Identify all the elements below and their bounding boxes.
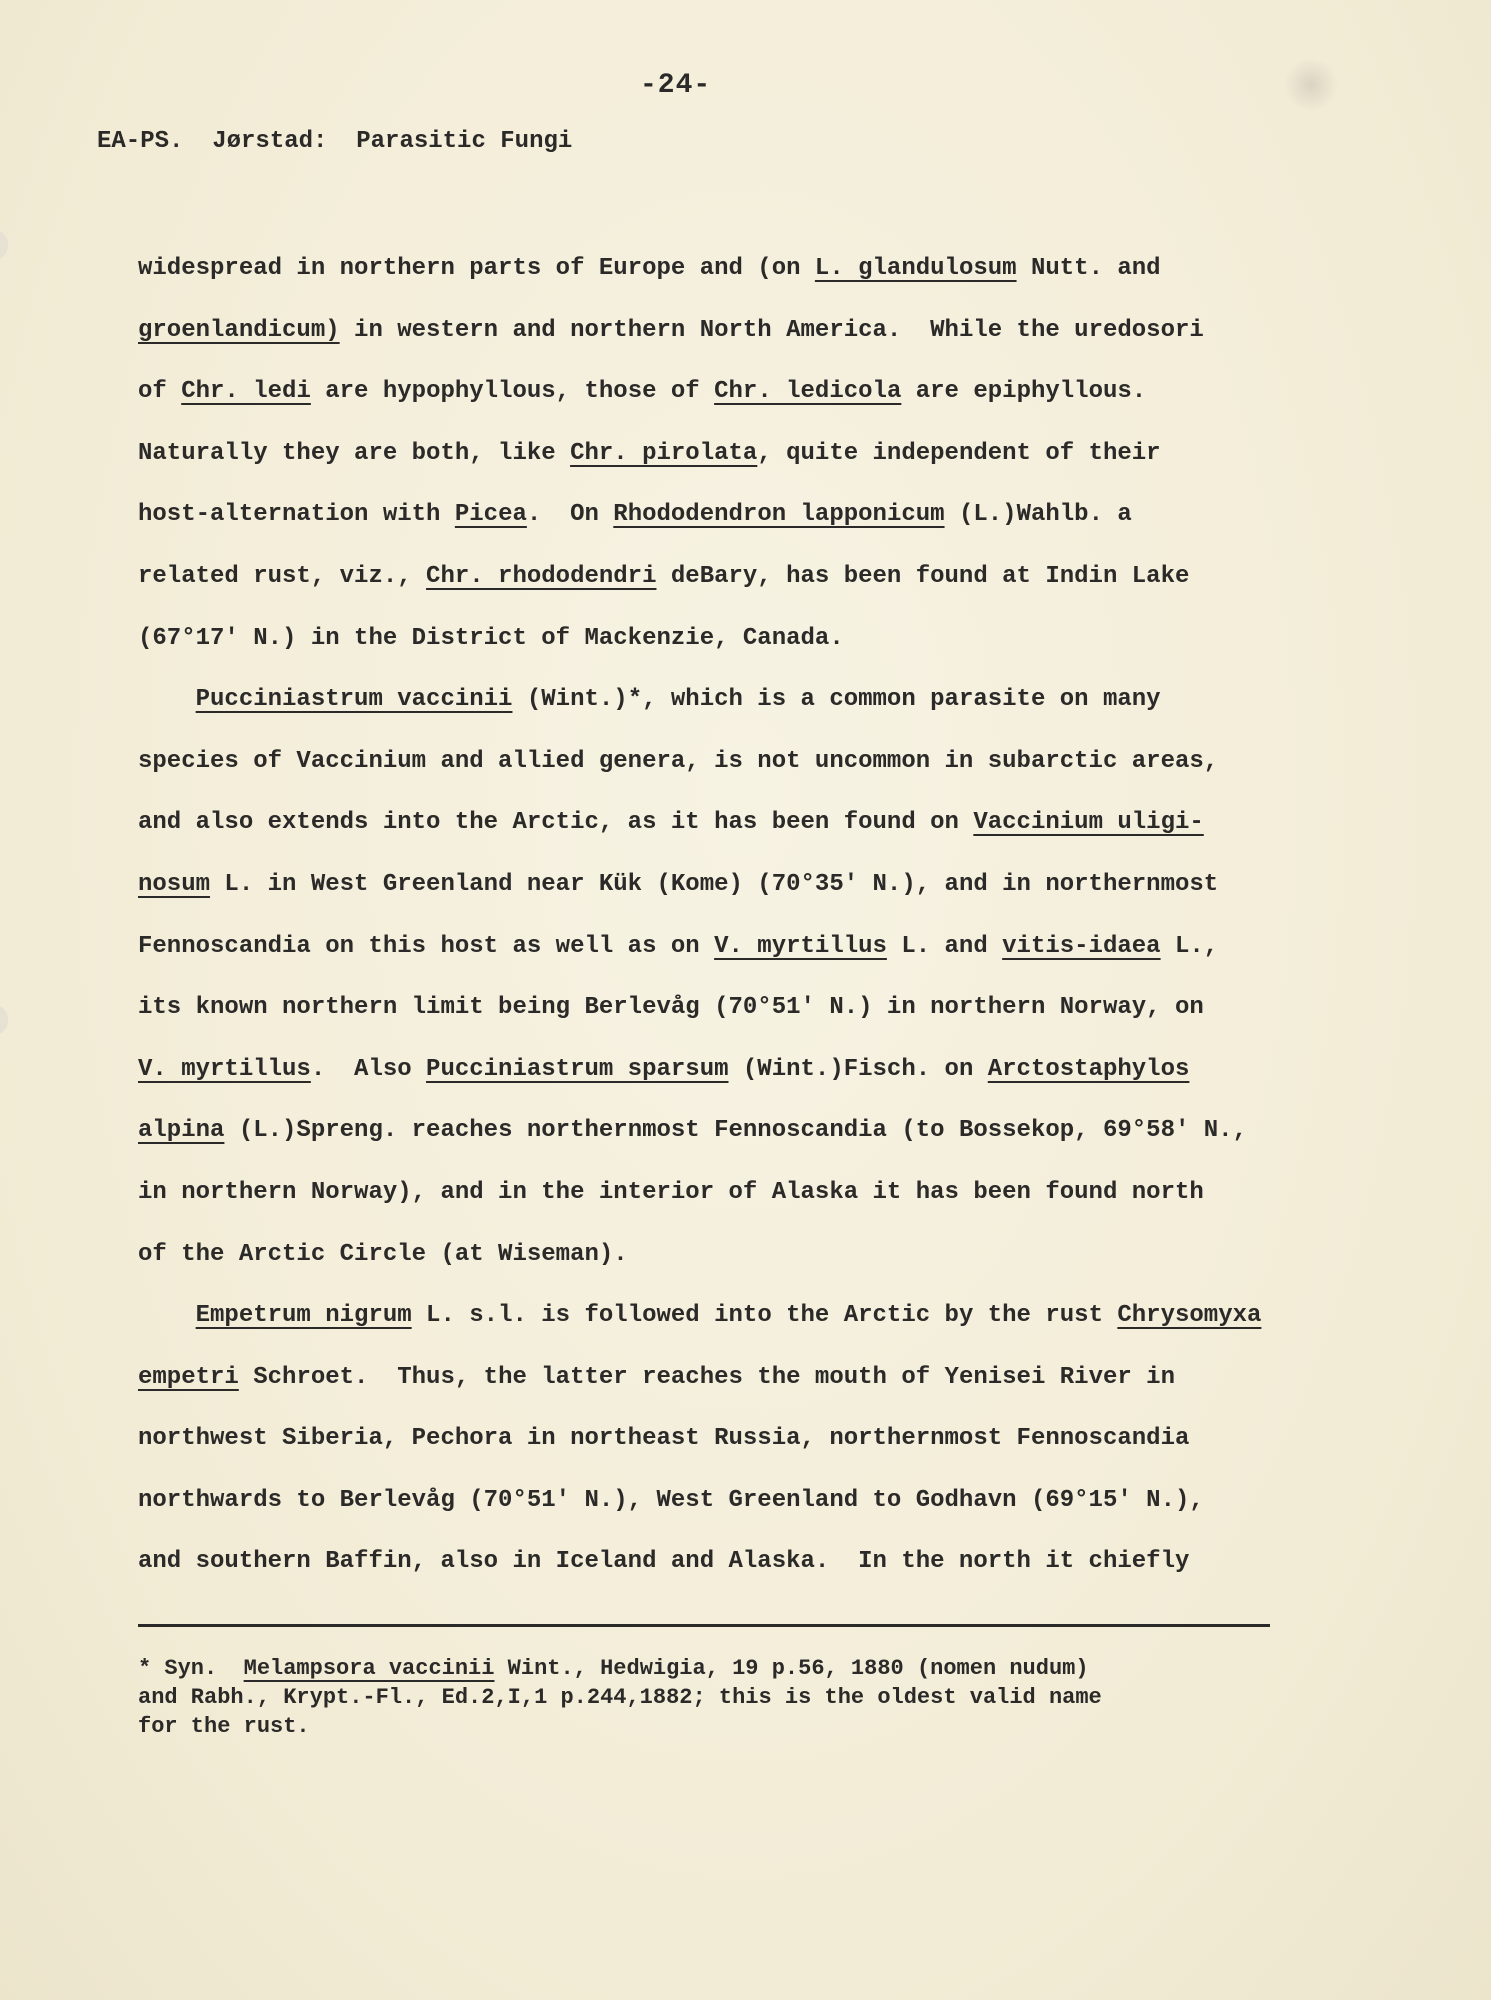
text-run: , quite independent of their bbox=[757, 439, 1161, 467]
body-line bbox=[138, 1361, 1288, 1423]
text-run: L. s.l. is followed into the Arctic by the rust bbox=[411, 1302, 1118, 1330]
body-line bbox=[138, 806, 1288, 868]
body-line bbox=[138, 314, 1288, 376]
text-run: northwest Siberia, Pechora in northeast Russia, northernmost Fennoscandia bbox=[138, 1425, 1190, 1453]
body-line bbox=[138, 745, 1288, 807]
underlined-term: groenlandicum) bbox=[138, 316, 340, 344]
underlined-term: Chr. rhododendri bbox=[426, 562, 657, 590]
text-run: and also extends into the Arctic, as it has been found on bbox=[138, 809, 974, 837]
text-run: Naturally they are both, like bbox=[138, 439, 571, 467]
text-run: L., bbox=[1160, 932, 1219, 960]
body-line bbox=[138, 375, 1288, 437]
text-run: of the Arctic Circle (at Wiseman). bbox=[138, 1240, 628, 1268]
underlined-term: alpina bbox=[138, 1117, 225, 1145]
text-run: related rust, viz., bbox=[138, 562, 427, 590]
text-run: and Rabh., Krypt.-Fl., Ed.2,I,1 p.244,1882; this is the oldest valid name bbox=[138, 1685, 1102, 1710]
text-run bbox=[138, 1302, 196, 1329]
body-line bbox=[138, 560, 1288, 622]
footnote-rule bbox=[138, 1624, 1270, 1627]
underlined-term: V. myrtillus bbox=[138, 1055, 311, 1083]
body-line bbox=[138, 252, 1288, 314]
text-run: (67°17' N.) in the District of Mackenzie, Canada. bbox=[138, 624, 844, 652]
underlined-term: Arctostaphylos bbox=[987, 1055, 1190, 1083]
text-run: for the rust. bbox=[138, 1714, 310, 1739]
underlined-term: nosum bbox=[138, 870, 211, 898]
text-run: host-alternation with bbox=[138, 501, 455, 529]
text-run: . Also bbox=[310, 1055, 427, 1083]
body-line bbox=[138, 1053, 1288, 1115]
body-line bbox=[138, 1422, 1288, 1484]
text-run: Fennoscandia on this host as well as on bbox=[138, 932, 715, 960]
body-line bbox=[138, 1299, 1288, 1361]
body-line bbox=[138, 498, 1288, 560]
underlined-term: Chr. ledi bbox=[181, 378, 311, 406]
text-run: . On bbox=[526, 501, 614, 529]
page-number: -24- bbox=[640, 70, 712, 101]
paper-smudge bbox=[1281, 60, 1341, 110]
body-line bbox=[138, 991, 1288, 1053]
underlined-term: Empetrum nigrum bbox=[195, 1302, 412, 1330]
body-line bbox=[138, 1545, 1288, 1607]
body-line bbox=[138, 622, 1288, 684]
underlined-term: L. glandulosum bbox=[814, 255, 1017, 282]
text-run: are hypophyllous, those of bbox=[310, 378, 715, 406]
body-line bbox=[138, 1484, 1288, 1546]
text-run: L. and bbox=[886, 932, 1003, 960]
body-line bbox=[138, 1176, 1288, 1238]
text-run: (L.)Spreng. reaches northernmost Fennoscandia (to Bossekop, 69°58' N., bbox=[224, 1117, 1247, 1145]
text-run: (Wint.)*, which is a common parasite on many bbox=[512, 686, 1161, 714]
text-run: L. in West Greenland near Kük (Kome) (70°35' N.), and in northernmost bbox=[210, 870, 1219, 898]
underlined-term: Picea bbox=[454, 501, 527, 529]
text-run: * Syn. bbox=[138, 1656, 244, 1681]
text-run: and southern Baffin, also in Iceland and Alaska. In the north it chiefly bbox=[138, 1548, 1190, 1576]
text-run: in western and northern North America. While the uredosori bbox=[339, 316, 1204, 344]
underlined-term: V. myrtillus bbox=[714, 932, 887, 960]
text-run: (Wint.)Fisch. on bbox=[728, 1055, 988, 1083]
underlined-term: Chrysomyxa bbox=[1117, 1302, 1262, 1330]
body-line bbox=[138, 868, 1288, 930]
text-run: Nutt. and bbox=[1016, 255, 1161, 282]
text-run: deBary, has been found at Indin Lake bbox=[656, 562, 1190, 590]
underlined-term: vitis-idaea bbox=[1002, 932, 1161, 960]
text-run: its known northern limit being Berlevåg (70°51' N.) in northern Norway, on bbox=[138, 994, 1204, 1022]
text-run: Schroet. Thus, the latter reaches the mouth of Yenisei River in bbox=[238, 1363, 1175, 1391]
body-text bbox=[138, 252, 1288, 1607]
body-line bbox=[138, 1114, 1288, 1176]
text-run: are epiphyllous. bbox=[901, 378, 1147, 406]
underlined-term: Chr. ledicola bbox=[714, 378, 902, 406]
underlined-term: Rhododendron lapponicum bbox=[613, 501, 945, 529]
text-run: Wint., Hedwigia, 19 p.56, 1880 (nomen nudum) bbox=[494, 1656, 1089, 1681]
underlined-term: Melampsora vaccinii bbox=[243, 1656, 495, 1681]
underlined-term: Chr. pirolata bbox=[570, 439, 758, 467]
running-head: EA-PS. Jørstad: Parasitic Fungi bbox=[97, 128, 573, 155]
underlined-term: Pucciniastrum sparsum bbox=[426, 1055, 729, 1083]
body-line bbox=[138, 437, 1288, 499]
text-run: of bbox=[138, 378, 182, 406]
text-run: widespread in northern parts of Europe and (on bbox=[138, 255, 815, 282]
body-line bbox=[138, 930, 1288, 992]
footnote-line bbox=[138, 1683, 1288, 1712]
text-run: in northern Norway), and in the interior of Alaska it has been found north bbox=[138, 1178, 1204, 1206]
text-run bbox=[138, 686, 196, 713]
underlined-term: empetri bbox=[138, 1363, 239, 1391]
body-line bbox=[138, 683, 1288, 745]
body-line bbox=[138, 1238, 1288, 1300]
text-run: northwards to Berlevåg (70°51' N.), West Greenland to Godhavn (69°15' N.), bbox=[138, 1486, 1204, 1514]
underlined-term: Pucciniastrum vaccinii bbox=[195, 686, 513, 714]
punch-hole bbox=[0, 230, 8, 260]
underlined-term: Vaccinium uligi- bbox=[973, 809, 1204, 837]
footnote bbox=[138, 1654, 1288, 1741]
footnote-line bbox=[138, 1712, 1288, 1741]
text-run: (L.)Wahlb. a bbox=[944, 501, 1132, 529]
text-run: species of Vaccinium and allied genera, is not uncommon in subarctic areas, bbox=[138, 747, 1219, 775]
punch-hole bbox=[0, 1005, 8, 1035]
footnote-line bbox=[138, 1654, 1288, 1683]
